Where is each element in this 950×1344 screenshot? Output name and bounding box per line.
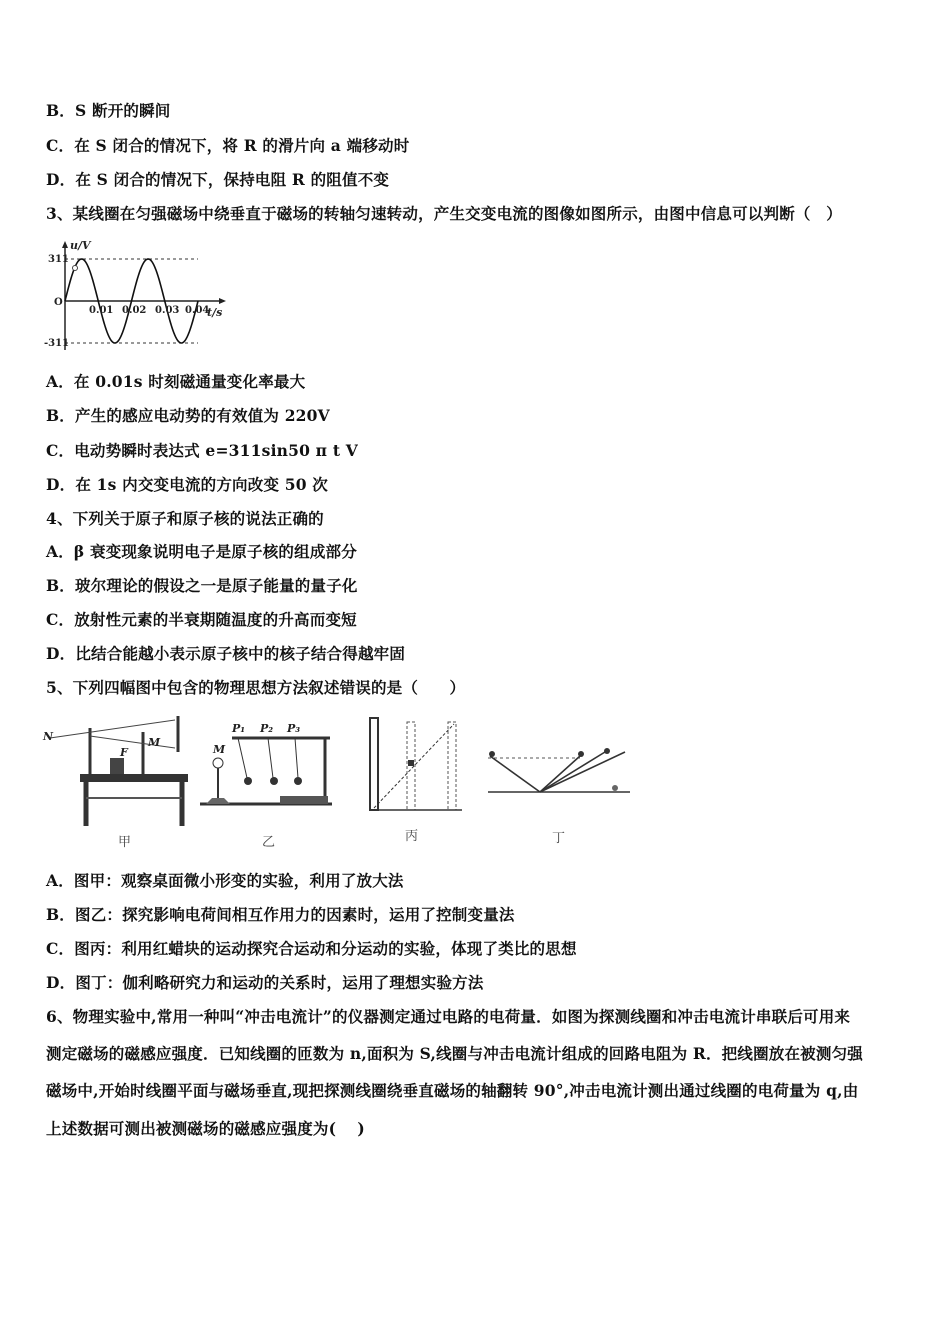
x-axis-arrow xyxy=(219,298,226,304)
caption-yi: 乙 xyxy=(262,835,276,850)
q4-option-b: B．玻尔理论的假设之一是原子能量的量子化 xyxy=(46,576,358,595)
figure-yi xyxy=(200,722,332,850)
q4-option-d: D．比结合能越小表示原子核中的核子结合得越牢固 xyxy=(46,644,406,663)
q5-stem: 5、下列四幅图中包含的物理思想方法叙述错误的是（ ） xyxy=(46,678,466,697)
y-tick-min: -311 xyxy=(44,338,70,349)
q4-option-a: A．β 衰变现象说明电子是原子核的组成部分 xyxy=(46,542,357,561)
y-tick-origin: O xyxy=(54,297,63,308)
svg-text:M: M xyxy=(148,736,161,749)
q4-option-c: C．放射性元素的半衰期随温度的升高而变短 xyxy=(46,610,357,629)
q5-figures xyxy=(40,708,640,858)
x-tick-2: 0.02 xyxy=(122,305,147,316)
q3-option-b: B．产生的感应电动势的有效值为 220V xyxy=(46,406,330,425)
q3-stem: 3、某线圈在匀强磁场中绕垂直于磁场的转轴匀速转动，产生交变电流的图像如图所示，由图中信息可以判断（ ） xyxy=(46,204,842,223)
q3-option-d: D．在 1s 内交变电流的方向改变 50 次 xyxy=(46,475,329,494)
q3-option-c: C．电动势瞬时表达式 e=311sin50 π t V xyxy=(46,441,359,460)
q4-stem: 4、下列关于原子和原子核的说法正确的 xyxy=(46,509,324,528)
q6-line-1: 6、物理实验中,常用一种叫“冲击电流计”的仪器测定通过电路的电荷量．如图为探测线圈和冲击电流计串联后可用来 xyxy=(46,1007,851,1026)
q3-option-a: A．在 0.01s 时刻磁通量变化率最大 xyxy=(46,372,306,391)
q5-option-a: A．图甲：观察桌面微小形变的实验，利用了放大法 xyxy=(46,871,404,890)
q5-option-d: D．图丁：伽利略研究力和运动的关系时，运用了理想实验方法 xyxy=(46,973,484,992)
figure-bing xyxy=(370,718,462,844)
caption-bing: 丙 xyxy=(405,829,419,844)
q2-option-c: C．在 S 闭合的情况下，将 R 的滑片向 a 端移动时 xyxy=(46,136,410,155)
q6-line-3: 磁场中,开始时线圈平面与磁场垂直,现把探测线圈绕垂直磁场的轴翻转 90°,冲击电流计测出通过线圈的电荷量为 q,由 xyxy=(46,1081,859,1100)
q2-option-b: B．S 断开的瞬间 xyxy=(46,101,171,120)
figure-jia xyxy=(42,716,188,850)
q2-option-d: D．在 S 闭合的情况下，保持电阻 R 的阻值不变 xyxy=(46,170,390,189)
x-tick-3: 0.03 xyxy=(155,305,180,316)
svg-text:M: M xyxy=(213,743,226,756)
svg-text:F: F xyxy=(120,746,128,759)
svg-text:P₁: P₁ xyxy=(232,722,246,735)
caption-ding: 丁 xyxy=(552,831,566,846)
q3-sine-chart xyxy=(40,238,230,356)
x-tick-1: 0.01 xyxy=(89,305,114,316)
y-axis-label: u/V xyxy=(70,239,91,252)
q6-line-4: 上述数据可测出被测磁场的磁感应强度为( ) xyxy=(46,1119,365,1138)
svg-text:N: N xyxy=(43,730,54,743)
point-marker xyxy=(73,266,78,271)
caption-jia: 甲 xyxy=(118,835,132,850)
x-axis-label: t/s xyxy=(207,306,223,319)
svg-text:P₃: P₃ xyxy=(287,722,301,735)
q5-option-b: B．图乙：探究影响电荷间相互作用力的因素时，运用了控制变量法 xyxy=(46,905,515,924)
q5-option-c: C．图丙：利用红蜡块的运动探究合运动和分运动的实验，体现了类比的思想 xyxy=(46,939,577,958)
q6-line-2: 测定磁场的磁感应强度．已知线圈的匝数为 n,面积为 S,线圈与冲击电流计组成的回路电阻为 R．把线圈放在被测匀强 xyxy=(46,1044,863,1063)
y-tick-max: 311 xyxy=(48,254,69,265)
svg-text:P₂: P₂ xyxy=(260,722,274,735)
figure-ding xyxy=(488,748,630,846)
x-tick-4: 0.04 xyxy=(185,305,210,316)
y-axis-arrow xyxy=(62,241,68,248)
